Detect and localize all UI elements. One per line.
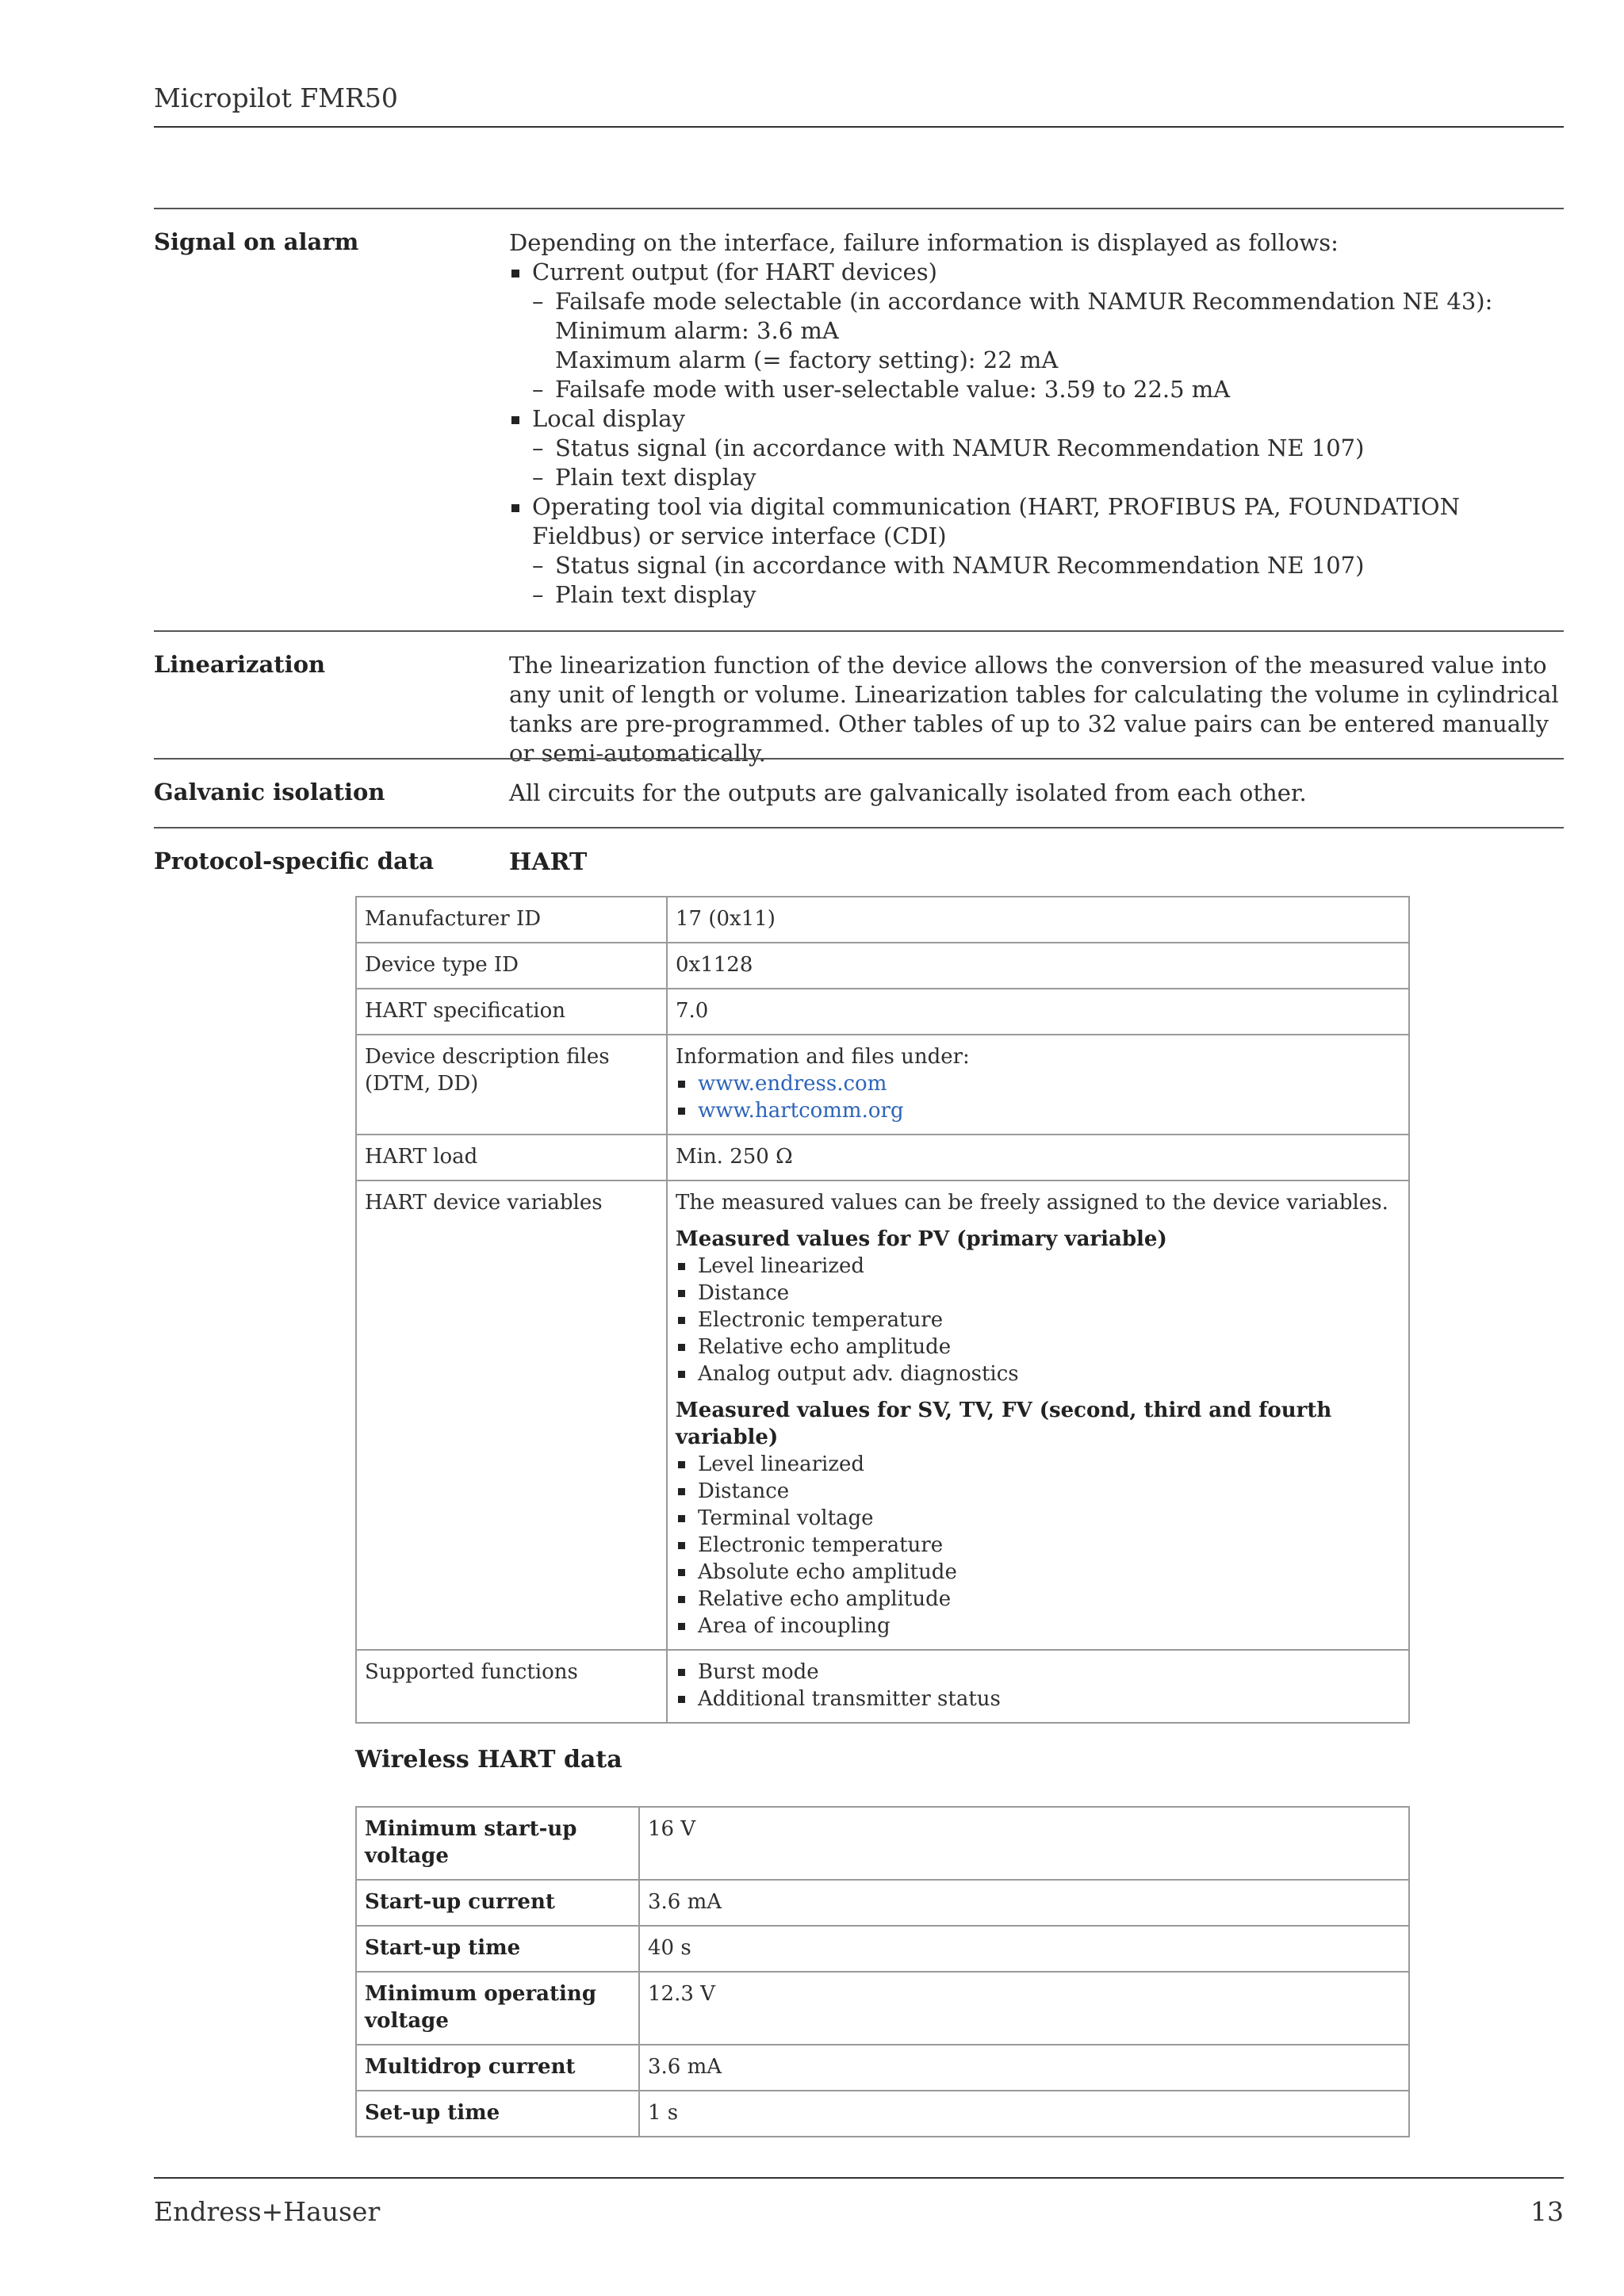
table-value: 16 V [639,1807,1409,1880]
list-item [676,1097,1400,1124]
sub-item-text: – Failsafe mode selectable (in accordance with NAMUR Recommendation NE 43): [555,288,1493,315]
pv-list [676,1253,1400,1387]
functions-list [676,1659,1400,1712]
list-item: Area of incoupling [676,1613,1400,1640]
table-key: Supported functions [356,1650,667,1723]
sub-list-item: – Status signal (in accordance with NAMUR Recommendation NE 107) [532,434,1564,463]
table-row [356,1880,1409,1926]
table-row [356,2091,1409,2137]
section-label: Protocol-specific data [154,848,435,874]
list-item-text: Operating tool via digital communication (HART, PROFIBUS PA, FOUNDATION Fieldbus) or service interface (CDI) [532,493,1460,549]
table-value [667,1181,1409,1650]
section-content [509,651,1564,768]
linearization-text: The linearization function of the device allows the conversion of the measured value into any unit of length or volume. Linearization tables for calculating the volume in cylindrical tanks are pre-programmed. Other tables of up to 32 value pairs can be entered manually or semi-automatically. [509,652,1559,767]
table-value [667,1650,1409,1723]
list-item: Electronic temperature [676,1307,1400,1334]
device-vars-intro: The measured values can be freely assigned to the device variables. [676,1191,1388,1215]
header-divider [154,126,1564,128]
section-label: Galvanic isolation [154,779,385,806]
table-row [356,1972,1409,2045]
table-row [356,989,1409,1035]
sub-list-item [532,287,1564,375]
list-item: Additional transmitter status [676,1686,1400,1712]
table-key: Multidrop current [356,2045,639,2091]
table-key: HART device variables [356,1181,667,1650]
table-row [356,1135,1409,1181]
table-key: HART load [356,1135,667,1181]
list-item: Terminal voltage [676,1505,1400,1532]
table-row [356,1035,1409,1135]
list-item: Analog output adv. diagnostics [676,1360,1400,1387]
list-item [676,1070,1400,1097]
list-item: Relative echo amplitude [676,1586,1400,1613]
list-item: Distance [676,1280,1400,1307]
wireless-hart-table [355,1806,1410,2137]
table-value: 3.6 mA [639,1880,1409,1926]
alarm-list [509,258,1564,610]
list-item: Distance [676,1478,1400,1505]
hartcomm-link[interactable]: www.hartcomm.org [698,1099,904,1123]
list-item: Absolute echo amplitude [676,1559,1400,1586]
section-content [509,228,1564,610]
list-item: Relative echo amplitude [676,1334,1400,1360]
section-content [509,779,1564,808]
sub-list [532,287,1564,404]
dd-links-list [676,1070,1400,1124]
table-key: Set-up time [356,2091,639,2137]
list-item [509,404,1564,492]
table-row [356,1807,1409,1880]
section-signal-on-alarm [154,208,1564,629]
table-value: 1 s [639,2091,1409,2137]
table-row [356,1926,1409,1972]
min-alarm-text: Minimum alarm: 3.6 mA [555,317,839,344]
dd-intro: Information and files under: [676,1045,970,1069]
table-value: 3.6 mA [639,2045,1409,2091]
sv-heading: Measured values for SV, TV, FV (second, third and fourth variable) [676,1399,1332,1449]
page-number: 13 [1530,2196,1564,2227]
sub-list-item: – Plain text display [532,463,1564,492]
hart-title: HART [509,848,588,876]
wireless-hart-title: Wireless HART data [355,1746,622,1774]
list-item: Electronic temperature [676,1532,1400,1559]
max-alarm-text: Maximum alarm (= factory setting): 22 mA [555,346,1059,373]
table-value: 17 (0x11) [667,897,1409,943]
table-value: 12.3 V [639,1972,1409,2045]
table-key: Device description files (DTM, DD) [356,1035,667,1135]
table-key: Start-up time [356,1926,639,1972]
intro-text: Depending on the interface, failure information is displayed as follows: [509,229,1339,256]
table-value: Min. 250 Ω [667,1135,1409,1181]
sub-list [532,434,1564,492]
table-key: Minimum operating voltage [356,1972,639,2045]
list-item-text: Local display [532,405,685,432]
section-galvanic-isolation [154,758,1564,828]
galvanic-text: All circuits for the outputs are galvanically isolated from each other. [509,779,1307,806]
table-key: HART specification [356,989,667,1035]
endress-link[interactable]: www.endress.com [698,1072,887,1096]
footer-brand: Endress+Hauser [154,2196,381,2227]
list-item-text: Current output (for HART devices) [532,258,937,285]
list-item: Level linearized [676,1451,1400,1478]
table-value: 7.0 [667,989,1409,1035]
sub-list [532,551,1564,610]
table-key: Manufacturer ID [356,897,667,943]
section-protocol-specific-data [154,827,1564,876]
list-item: Level linearized [676,1253,1400,1280]
sub-list-item: – Plain text display [532,580,1564,610]
list-item [509,492,1564,610]
hart-table [355,896,1410,1724]
section-content [509,848,1564,877]
document-header-title: Micropilot FMR50 [154,82,398,113]
sub-list-item: – Status signal (in accordance with NAMUR Recommendation NE 107) [532,551,1564,580]
table-value [667,1035,1409,1135]
pv-heading: Measured values for PV (primary variable) [676,1227,1167,1251]
table-value: 40 s [639,1926,1409,1972]
table-row [356,1181,1409,1650]
table-row [356,897,1409,943]
list-item [509,258,1564,404]
table-key: Start-up current [356,1880,639,1926]
section-label: Signal on alarm [154,228,359,255]
list-item: Burst mode [676,1659,1400,1686]
table-row [356,1650,1409,1723]
table-value: 0x1128 [667,943,1409,989]
sub-list-item: – Failsafe mode with user-selectable value: 3.59 to 22.5 mA [532,375,1564,404]
sv-list [676,1451,1400,1640]
table-key: Device type ID [356,943,667,989]
table-row [356,943,1409,989]
table-row [356,2045,1409,2091]
footer-divider [154,2177,1564,2179]
section-label: Linearization [154,651,326,678]
table-key: Minimum start-up voltage [356,1807,639,1880]
section-linearization [154,630,1564,767]
